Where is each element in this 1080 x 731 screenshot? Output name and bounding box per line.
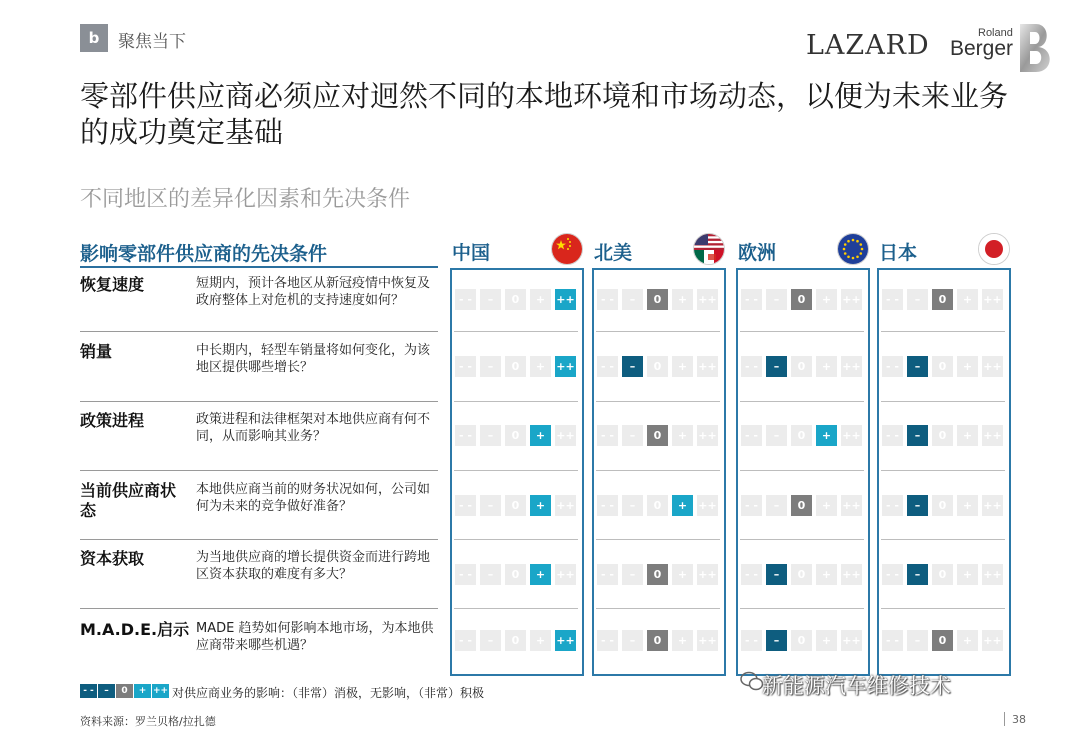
rating-cell: ++ — [555, 564, 576, 585]
rating-cell: - - — [455, 495, 476, 516]
rating-cell: ++ — [841, 630, 862, 651]
rating-cell: + — [957, 289, 978, 310]
rating-cell: 0 — [647, 495, 668, 516]
rating-cell: 0 — [932, 356, 953, 377]
row-label: 销量 — [80, 342, 113, 361]
rating-cell: – — [480, 425, 501, 446]
rating-cell: 0 — [791, 495, 812, 516]
rating-cell: – — [622, 425, 643, 446]
rating-cell: 0 — [647, 425, 668, 446]
rating-cell: – — [622, 630, 643, 651]
rating-cell: + — [530, 630, 551, 651]
rating-cell: – — [622, 495, 643, 516]
rating-cell: + — [672, 289, 693, 310]
row-label: 当前供应商状态 — [80, 481, 177, 520]
rating-cell: – — [766, 564, 787, 585]
rating-cell: 0 — [791, 356, 812, 377]
rating-cell: – — [622, 356, 643, 377]
rating-cell: + — [530, 564, 551, 585]
rating-cell: - - — [882, 495, 903, 516]
rating-cell: + — [530, 289, 551, 310]
rating-cell: + — [957, 425, 978, 446]
panel-row-divider — [454, 331, 578, 332]
section-title: 聚焦当下 — [118, 32, 186, 52]
rating-cell: - - — [741, 289, 762, 310]
rating-cell: 0 — [647, 356, 668, 377]
region-header-0: 中国 — [452, 242, 491, 264]
rating-cell: – — [480, 289, 501, 310]
rating-cell: 0 — [647, 289, 668, 310]
rating-cell: 0 — [791, 564, 812, 585]
rating-cell: ++ — [555, 356, 576, 377]
panel-row-divider — [740, 608, 864, 609]
rating-cell: - - — [741, 356, 762, 377]
rating-cell: - - — [455, 630, 476, 651]
legend-very-negative: - - — [80, 684, 97, 698]
rating-cell: – — [907, 425, 928, 446]
rating-cell: ++ — [697, 356, 718, 377]
north-america-flag-icon — [693, 233, 725, 265]
rating-cell: 0 — [932, 495, 953, 516]
region-panel-0 — [450, 268, 584, 676]
rating-cell: – — [480, 564, 501, 585]
legend-very-positive: ++ — [152, 686, 169, 696]
rating-cell: - - — [882, 289, 903, 310]
eu-flag-icon — [837, 233, 869, 265]
page-divider — [1004, 712, 1005, 726]
row-divider — [80, 470, 438, 471]
panel-row-divider — [454, 470, 578, 471]
legend-neutral: 0 — [116, 684, 133, 698]
rating-cell: + — [672, 425, 693, 446]
rating-cell: - - — [597, 356, 618, 377]
rating-cell: 0 — [932, 564, 953, 585]
rating-cell: ++ — [697, 289, 718, 310]
wechat-icon — [740, 670, 764, 696]
page-title: 零部件供应商必须应对迥然不同的本地环境和市场动态，以便为未来业务的成功奠定基础 — [80, 79, 1009, 149]
rating-cell: – — [907, 564, 928, 585]
row-label: 政策进程 — [80, 411, 145, 430]
rating-cell: - - — [597, 425, 618, 446]
japan-flag-icon — [978, 233, 1010, 265]
rating-cell: ++ — [841, 425, 862, 446]
rating-cell: - - — [455, 425, 476, 446]
region-header-2: 欧洲 — [738, 242, 777, 264]
rating-cell: - - — [741, 630, 762, 651]
rating-cell: - - — [597, 495, 618, 516]
rating-cell: + — [530, 356, 551, 377]
rating-cell: ++ — [697, 564, 718, 585]
rating-cell: ++ — [697, 630, 718, 651]
rating-cell: ++ — [982, 564, 1003, 585]
rating-cell: – — [766, 289, 787, 310]
rating-cell: 0 — [505, 356, 526, 377]
rating-cell: ++ — [841, 289, 862, 310]
roland-berger-b-icon — [1016, 22, 1056, 74]
rating-cell: + — [672, 564, 693, 585]
rating-cell: ++ — [697, 495, 718, 516]
rating-cell: 0 — [791, 630, 812, 651]
rating-cell: ++ — [555, 495, 576, 516]
panel-row-divider — [740, 539, 864, 540]
row-description: MADE 趋势如何影响本地市场，为本地供应商带来哪些机遇？ — [196, 621, 434, 653]
region-panel-1 — [592, 268, 726, 676]
source-note: 资料来源：罗兰贝格/拉扎德 — [80, 715, 216, 728]
row-divider — [80, 401, 438, 402]
legend-text: 对供应商业务的影响：（非常）消极，无影响，（非常）积极 — [172, 686, 485, 700]
panel-row-divider — [881, 401, 1005, 402]
lazard-logo: LAZARD — [806, 30, 930, 61]
row-label: M.A.D.E.启示 — [80, 620, 190, 639]
rating-cell: 0 — [505, 564, 526, 585]
rating-cell: 0 — [932, 425, 953, 446]
rating-cell: ++ — [697, 425, 718, 446]
rating-cell: - - — [882, 630, 903, 651]
rating-cell: – — [766, 495, 787, 516]
legend-positive: + — [134, 684, 151, 698]
rating-cell: ++ — [841, 356, 862, 377]
region-header-1: 北美 — [594, 242, 633, 264]
rating-cell: ++ — [982, 289, 1003, 310]
rating-cell: ++ — [982, 356, 1003, 377]
rating-cell: + — [816, 356, 837, 377]
panel-row-divider — [596, 470, 720, 471]
row-description: 政策进程和法律框架对本地供应商有何不同，从而影响其业务？ — [196, 412, 431, 444]
panel-row-divider — [881, 331, 1005, 332]
rating-cell: 0 — [791, 289, 812, 310]
rating-cell: - - — [597, 289, 618, 310]
table-heading-rule — [80, 266, 438, 268]
rating-cell: ++ — [841, 495, 862, 516]
roland-berger-logo-roland: Roland — [978, 27, 1013, 39]
rating-cell: + — [816, 289, 837, 310]
rating-cell: 0 — [647, 630, 668, 651]
panel-row-divider — [596, 331, 720, 332]
row-label: 资本获取 — [80, 549, 145, 568]
rating-cell: + — [957, 630, 978, 651]
rating-cell: – — [907, 356, 928, 377]
rating-cell: ++ — [555, 630, 576, 651]
rating-cell: + — [816, 564, 837, 585]
rating-cell: + — [530, 495, 551, 516]
page-number: 38 — [1012, 713, 1026, 726]
region-header-3: 日本 — [879, 242, 918, 264]
row-divider — [80, 539, 438, 540]
rating-cell: – — [766, 356, 787, 377]
panel-row-divider — [454, 539, 578, 540]
rating-cell: + — [816, 630, 837, 651]
rating-cell: - - — [455, 564, 476, 585]
rating-cell: ++ — [982, 425, 1003, 446]
rating-cell: + — [816, 495, 837, 516]
rating-cell: + — [957, 356, 978, 377]
rating-cell: - - — [597, 630, 618, 651]
region-panel-2 — [736, 268, 870, 676]
row-label: 恢复速度 — [80, 275, 145, 294]
watermark: 新能源汽车维修技术 — [762, 674, 951, 698]
rating-cell: + — [672, 630, 693, 651]
row-description: 中长期内，轻型车销量将如何变化，为该地区提供哪些增长？ — [196, 343, 431, 375]
rating-cell: – — [480, 356, 501, 377]
region-panel-3 — [877, 268, 1011, 676]
rating-cell: 0 — [505, 289, 526, 310]
panel-row-divider — [454, 401, 578, 402]
rating-cell: + — [957, 495, 978, 516]
rating-cell: – — [907, 495, 928, 516]
panel-row-divider — [454, 608, 578, 609]
panel-row-divider — [596, 608, 720, 609]
panel-row-divider — [740, 470, 864, 471]
rating-cell: – — [622, 564, 643, 585]
rating-cell: ++ — [982, 630, 1003, 651]
rating-cell: 0 — [791, 425, 812, 446]
row-description: 短期内，预计各地区从新冠疫情中恢复及政府整体上对危机的支持速度如何？ — [196, 276, 431, 308]
rating-cell: - - — [882, 564, 903, 585]
rating-cell: – — [480, 495, 501, 516]
panel-row-divider — [596, 539, 720, 540]
rating-cell: - - — [741, 425, 762, 446]
rating-cell: + — [672, 495, 693, 516]
roland-berger-logo-berger: Berger — [950, 37, 1014, 60]
panel-row-divider — [740, 401, 864, 402]
row-description: 为当地供应商的增长提供资金而进行跨地区资本获取的难度有多大？ — [196, 550, 431, 582]
row-divider — [80, 608, 438, 609]
row-description: 本地供应商当前的财务状况如何，公司如何为未来的竞争做好准备？ — [196, 482, 431, 514]
panel-row-divider — [881, 539, 1005, 540]
table-heading: 影响零部件供应商的先决条件 — [80, 243, 328, 265]
rating-cell: – — [766, 425, 787, 446]
rating-cell: - - — [741, 495, 762, 516]
rating-cell: - - — [455, 289, 476, 310]
rating-cell: - - — [882, 425, 903, 446]
panel-row-divider — [596, 401, 720, 402]
panel-row-divider — [740, 331, 864, 332]
rating-cell: 0 — [505, 630, 526, 651]
rating-cell: ++ — [555, 425, 576, 446]
rating-cell: - - — [455, 356, 476, 377]
rating-cell: 0 — [647, 564, 668, 585]
rating-cell: + — [816, 425, 837, 446]
rating-cell: 0 — [505, 425, 526, 446]
rating-cell: 0 — [932, 289, 953, 310]
rating-cell: – — [480, 630, 501, 651]
rating-cell: – — [907, 289, 928, 310]
rating-cell: ++ — [555, 289, 576, 310]
rating-cell: ++ — [841, 564, 862, 585]
panel-row-divider — [881, 470, 1005, 471]
rating-cell: – — [766, 630, 787, 651]
china-flag-icon — [551, 233, 583, 265]
legend-scale — [80, 684, 169, 698]
rating-cell: – — [622, 289, 643, 310]
rating-cell: + — [530, 425, 551, 446]
rating-cell: - - — [741, 564, 762, 585]
rating-cell: - - — [882, 356, 903, 377]
legend-negative: – — [98, 684, 115, 698]
rating-cell: + — [957, 564, 978, 585]
panel-row-divider — [881, 608, 1005, 609]
rating-cell: – — [907, 630, 928, 651]
rating-cell: ++ — [982, 495, 1003, 516]
row-divider — [80, 331, 438, 332]
rating-cell: - - — [597, 564, 618, 585]
rating-cell: 0 — [932, 630, 953, 651]
rating-cell: + — [672, 356, 693, 377]
page-subtitle: 不同地区的差异化因素和先决条件 — [80, 187, 411, 212]
section-badge: b — [80, 24, 108, 52]
rating-cell: 0 — [505, 495, 526, 516]
